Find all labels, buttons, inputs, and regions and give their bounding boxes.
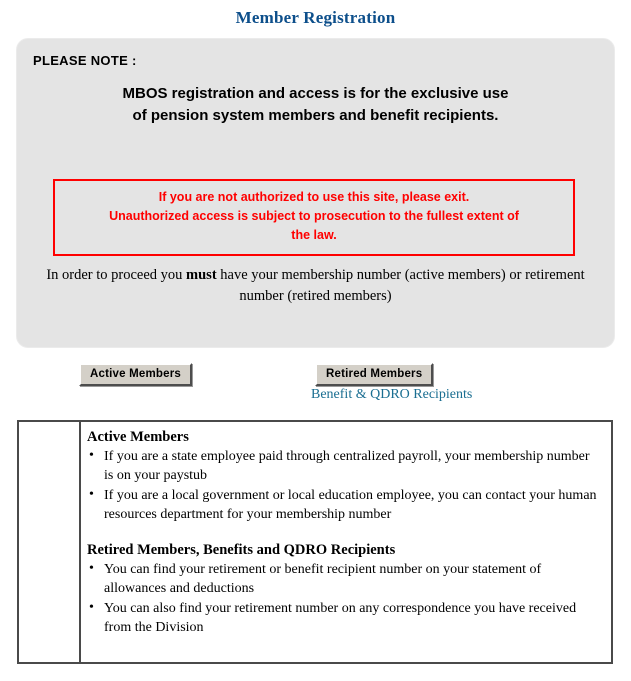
list-item: • If you are a state employee paid through centralized payroll, your membership number is on your paystub — [87, 447, 601, 485]
member-number-help-table — [17, 420, 613, 664]
table-spacer-column — [19, 422, 81, 662]
mbos-statement — [17, 83, 614, 127]
list-item: • You can also find your retirement number on any correspondence you have received from the Division — [87, 599, 601, 637]
table-content-column — [81, 422, 611, 662]
retired-members-heading: Retired Members, Benefits and QDRO Recipients — [87, 542, 396, 558]
notice-panel — [16, 38, 615, 348]
member-type-buttons — [0, 363, 631, 411]
active-members-list — [87, 447, 601, 524]
active-members-heading: Active Members — [87, 429, 189, 445]
warning-line-3: the law. — [291, 228, 337, 242]
page-title: Member Registration — [235, 8, 396, 27]
proceed-emphasis: must — [186, 267, 217, 283]
proceed-prefix: In order to proceed you — [46, 267, 187, 283]
benefit-qdro-recipients-link[interactable]: Benefit & QDRO Recipients — [311, 387, 473, 402]
active-members-button[interactable]: Active Members — [79, 363, 192, 386]
mbos-statement-line-2: of pension system members and benefit recipients. — [132, 107, 499, 124]
proceed-suffix: have your membership number (active members) or retirement number (retired members) — [216, 267, 585, 304]
unauthorized-warning-box — [53, 179, 575, 256]
list-item: • You can find your retirement or benefit recipient number on your statement of allowances and deductions — [87, 560, 601, 598]
retired-members-button[interactable]: Retired Members — [315, 363, 433, 386]
proceed-instruction — [31, 265, 600, 307]
warning-line-2: Unauthorized access is subject to prosecution to the fullest extent of — [109, 209, 519, 223]
list-item: • If you are a local government or local education employee, you can contact your human resources department for your membership number — [87, 486, 601, 524]
please-note-label: PLEASE NOTE : — [33, 53, 137, 68]
mbos-statement-line-1: MBOS registration and access is for the exclusive use — [122, 85, 509, 102]
warning-line-1: If you are not authorized to use this site, please exit. — [158, 190, 470, 204]
retired-members-list — [87, 560, 601, 637]
